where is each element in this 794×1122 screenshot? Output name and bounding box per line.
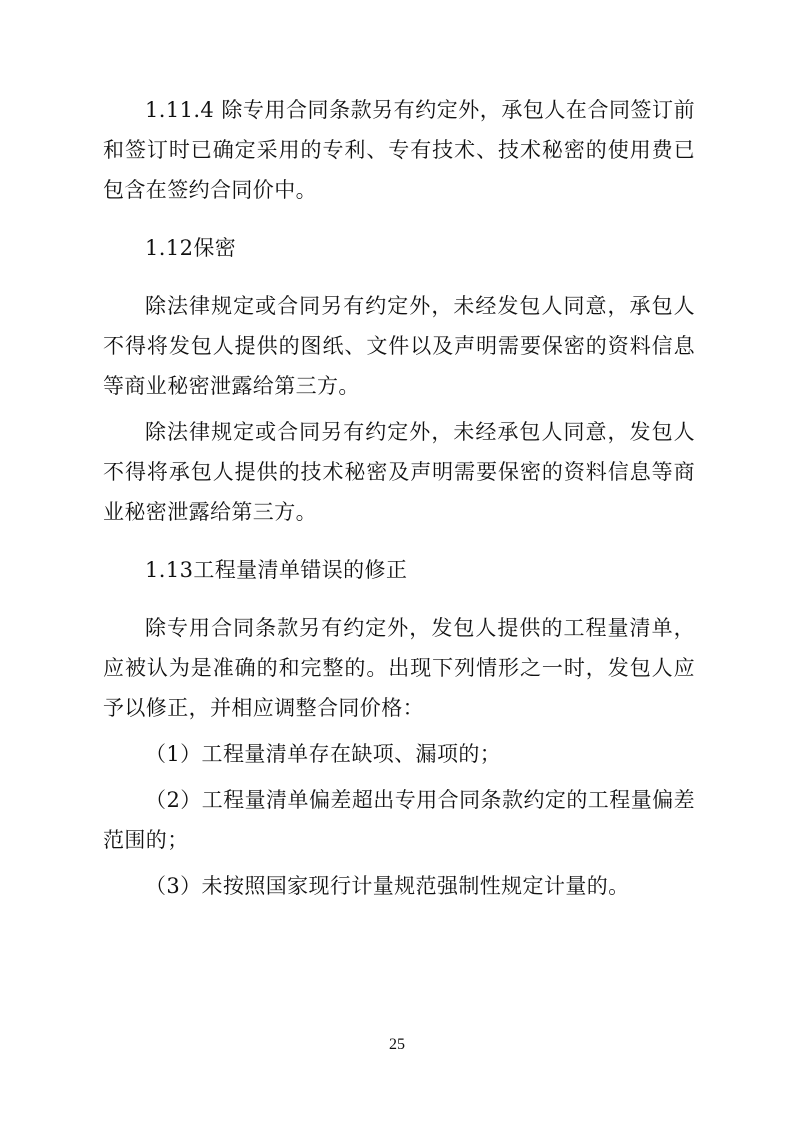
list-item-3: （3）未按照国家现行计量规范强制性规定计量的。: [145, 874, 630, 898]
document-body: [103, 90, 695, 906]
list-item-1: （1）工程量清单存在缺项、漏项的；: [145, 742, 502, 766]
section-heading-confidentiality: 1.12保密: [145, 236, 237, 260]
list-item-2: （2）工程量清单偏差超出专用合同条款约定的工程量偏差范围的；: [103, 788, 695, 852]
bill-of-quantities-paragraph: 除专用合同条款另有约定外，发包人提供的工程量清单，应被认为是准确的和完整的。出现下列情形之一时，发包人应予以修正，并相应调整合同价格：: [103, 616, 695, 720]
clause-1-11-4-paragraph: 1.11.4 除专用合同条款另有约定外，承包人在合同签订前和签订时已确定采用的专利、专有技术、技术秘密的使用费已包含在签约合同价中。: [103, 98, 695, 202]
confidentiality-paragraph-contractor: 除法律规定或合同另有约定外，未经承包人同意，发包人不得将承包人提供的技术秘密及声明需要保密的资料信息等商业秘密泄露给第三方。: [103, 420, 695, 524]
confidentiality-paragraph-employer: 除法律规定或合同另有约定外，未经发包人同意，承包人不得将发包人提供的图纸、文件以及声明需要保密的资料信息等商业秘密泄露给第三方。: [103, 294, 695, 398]
page-number: 25: [389, 1036, 405, 1053]
section-heading-bill-of-quantities: 1.13工程量清单错误的修正: [145, 558, 408, 582]
